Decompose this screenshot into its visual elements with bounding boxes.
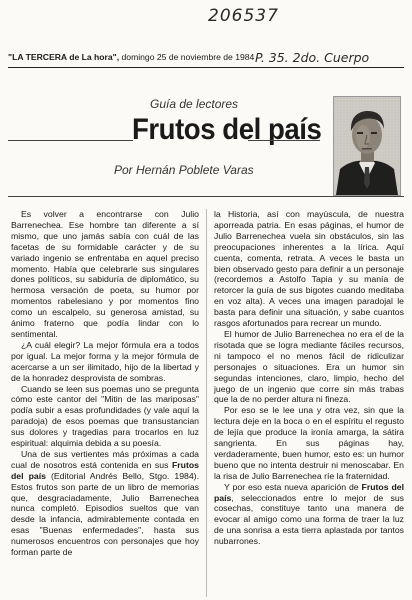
author-portrait-image: [334, 97, 400, 195]
header-bottom-rule: [8, 196, 404, 197]
paragraph: ¿A cuál elegir? La mejor fórmula era a todos por igual. La mejor forma y la mejor fórmula de acercarse a un ser ilimitado, hijo de la libertad y de la honradez desprovista de sombras.: [11, 339, 199, 383]
source-line: [8, 52, 254, 62]
paragraph: la Historia, así con mayúscula, de nuestra aporreada patria. En esas páginas, el humor de Julio Barrenechea vuela sin obstáculos, sin las preocupaciones inherentes a la lírica. Aquí cuenta, comenta, retrata. A veces le basta un bien observado gesto para definir a un personaje (recordemos a Astolfo Tapia y su manía de retorcer la guía de sus bigotes cuando meditaba en voz alta). A veces una imagen paradojal le basta para definir una situación, y sabe cuantos rasgos afortunados para recrear un mundo.: [214, 209, 404, 329]
paragraph: Por eso se le lee una y otra vez, sin que la lectura deje en la boca o en el espíritu el regusto de lejía que produce la ironía amarga, la sátira sangrienta. En sus páginas hay, verdaderamente, buen humor, esto es: un humor bueno que no intenta destruir ni menoscabar. En la risa de Julio Barrenechea ríe la fraternidad.: [214, 405, 404, 481]
title-rule-right: [248, 140, 320, 141]
paragraph: El humor de Julio Barrenechea no era el de la risotada que se logra mediante fáciles recursos, ni tampoco el no menos fácil de ridiculizar personajes o situaciones. Era un humor sin segundas intenciones, claro, limpio, hecho del juego de un ingenio que corre sin más trabas que la de no perder altura ni fineza.: [214, 328, 404, 405]
top-rule: [8, 67, 404, 68]
article-byline: Por Hernán Poblete Varas: [114, 163, 254, 177]
handwritten-accession-number: 206537: [208, 6, 279, 26]
article-column-right: [214, 209, 404, 547]
handwritten-page-note: P. 35. 2do. Cuerpo: [255, 50, 370, 65]
title-rule-left: [8, 140, 133, 141]
column-divider: [206, 209, 207, 597]
newspaper-name: "LA TERCERA de La hora",: [8, 52, 120, 62]
paragraph: Cuando se leen sus poemas uno se pregunta cómo este cantor del "Mitin de las mariposas" podía subir a esas profundidades (y vale aquí la paradoja) de esos poemas que transustancian sus dolores y tragedias para trocarlos en luz espiritual: alquimia debida a su poesía.: [11, 383, 199, 449]
article-column-left: [11, 209, 199, 558]
book-title-reference: Frutos del país: [11, 459, 199, 481]
paragraph: Y por eso esta nueva aparición de Frutos del país, seleccionados entre lo mejor de sus cosechas, constituye tanto una manera de evocar al amigo como una forma de traer la luz de una sonrisa a esta tierra aplastada por tantos nubarrones.: [214, 481, 404, 547]
paragraph: Es volver a encontrarse con Julio Barrenechea. Ese hombre tan diferente a sí mismo, que uno jamás sabía con cuál de las facetas de su formidable carácter y de su variado ingenio se enfrentaba en aquel preciso momento. Había que celebrarle sus singulares dones políticos, su sabiduría de diplomático, su hermosa versación de poeta, su humor por momentos rabelesiano y por momentos fino como un escalpelo, su generosa amistad, su ánimo fraterno que podía lindar con lo sentimental.: [11, 209, 199, 339]
book-title-reference: Frutos del país: [214, 481, 404, 503]
article-title: Frutos del país: [132, 113, 322, 146]
paragraph: Una de sus vertientes más próximas a cada cual de nosotros está contenida en sus Frutos del país (Editorial Andrés Bello, Stgo. 1984). Estos frutos son parte de un libro de memorias que, desgraciadamente, Julio Barrenechea nunca completó. Episodios sueltos que van desde la infancia, admirablemente contada en esas "Buenas enfermedades", hasta sus numerosos encuentros con personajes que hoy forman parte de: [11, 448, 199, 558]
publication-date: domingo 25 de noviembre de 1984: [121, 52, 255, 62]
section-kicker: Guía de lectores: [150, 97, 239, 111]
author-portrait: [333, 96, 401, 196]
